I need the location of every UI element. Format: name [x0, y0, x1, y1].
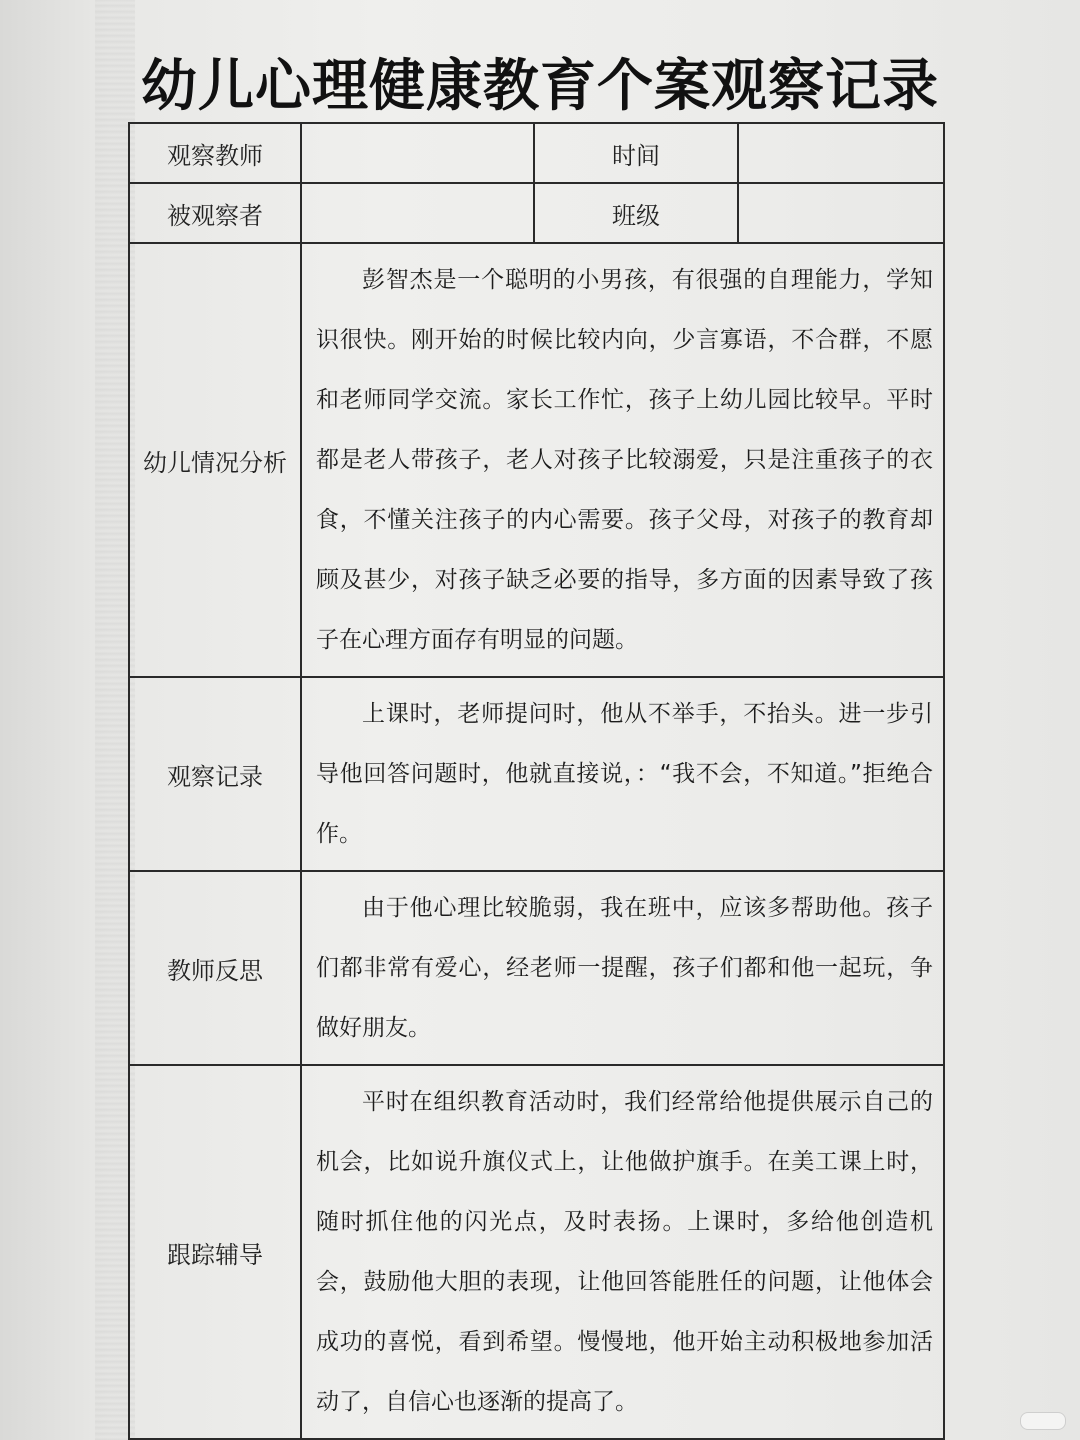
section-label-reflection: 教师反思: [129, 871, 301, 1065]
watermark-logo: [1020, 1412, 1066, 1430]
section-paragraph: 上课时，老师提问时，他从不举手，不抬头。进一步引导他回答问题时，他就直接说，：“我不会，不知道。”拒绝合作。: [316, 701, 933, 847]
table-row-observer: [129, 123, 944, 183]
time-value[interactable]: [738, 123, 944, 183]
table-row-analysis: [129, 243, 944, 677]
section-label-analysis: 幼儿情况分析: [129, 243, 301, 677]
observer-label: 观察教师: [129, 123, 301, 183]
table-row-reflection: [129, 871, 944, 1065]
document-title: 幼儿心理健康教育个案观察记录: [141, 54, 939, 119]
section-text-reflection: [301, 871, 944, 1065]
class-value[interactable]: [738, 183, 944, 243]
class-label: 班级: [534, 183, 738, 243]
time-label: 时间: [534, 123, 738, 183]
table-row-followup: [129, 1065, 944, 1439]
observer-value[interactable]: [301, 123, 534, 183]
section-paragraph: 彭智杰是一个聪明的小男孩，有很强的自理能力，学知识很快。刚开始的时候比较内向，少言寡语，不合群，不愿和老师同学交流。家长工作忙，孩子上幼儿园比较早。平时都是老人带孩子，老人对孩子比较溺爱，只是注重孩子的衣食，不懂关注孩子的内心需要。孩子父母，对孩子的教育却顾及甚少，对孩子缺乏必要的指导，多方面的因素导致了孩子在心理方面存有明显的问题。: [316, 267, 933, 653]
section-text-followup: [301, 1065, 944, 1439]
section-text-analysis: [301, 243, 944, 677]
section-paragraph: 平时在组织教育活动时，我们经常给他提供展示自己的机会，比如说升旗仪式上，让他做护旗手。在美工课上时，随时抓住他的闪光点，及时表扬。上课时，多给他创造机会，鼓励他大胆的表现，让他回答能胜任的问题，让他体会成功的喜悦，看到希望。慢慢地，他开始主动积极地参加活动了，自信心也逐渐的提高了。: [316, 1089, 933, 1415]
observation-record-table: [128, 122, 945, 1440]
subject-value[interactable]: [301, 183, 534, 243]
section-text-observation: [301, 677, 944, 871]
section-paragraph: 由于他心理比较脆弱，我在班中，应该多帮助他。孩子们都非常有爱心，经老师一提醒，孩子们都和他一起玩，争做好朋友。: [316, 895, 933, 1041]
table-row-observation: [129, 677, 944, 871]
subject-label: 被观察者: [129, 183, 301, 243]
table-row-subject: [129, 183, 944, 243]
section-label-observation: 观察记录: [129, 677, 301, 871]
section-label-followup: 跟踪辅导: [129, 1065, 301, 1439]
